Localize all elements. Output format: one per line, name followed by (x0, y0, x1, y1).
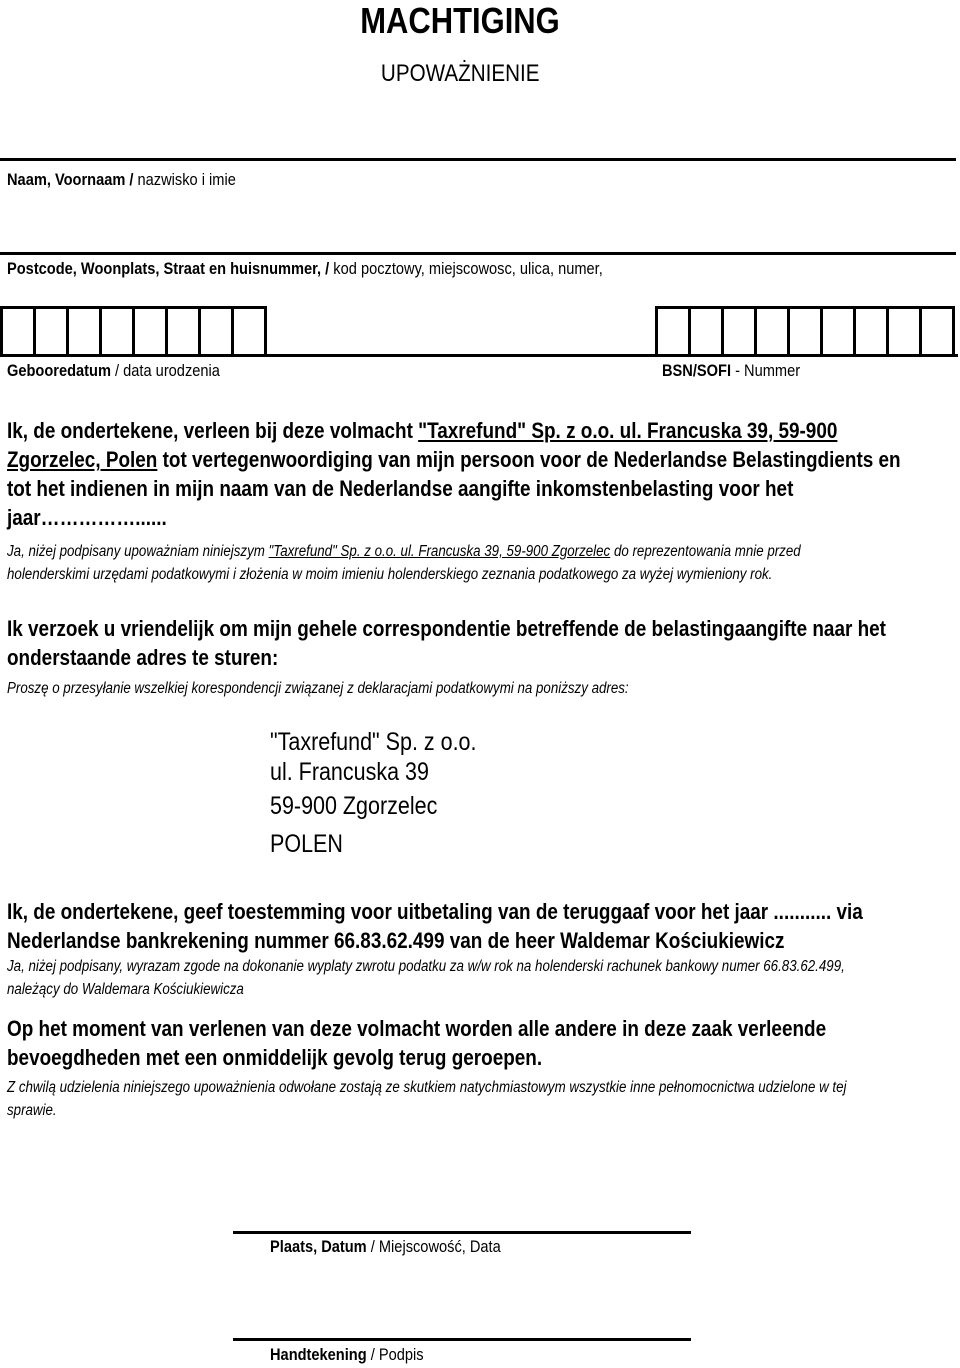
birthdate-digit-box[interactable] (3, 306, 36, 355)
address-field-label: Postcode, Woonplats, Straat en huisnummer, / kod pocztowy, miejscowosc, ulica, numer, (7, 259, 603, 278)
name-input-line[interactable] (0, 252, 956, 255)
bsn-digit-box[interactable] (889, 306, 922, 355)
payment-consent-nl: Ik, de ondertekene, geef toestemming voor uitbetaling van de teruggaaf voor het jaar ........... via Nederlandse bankrekening nummer 66.83.62.499 van de heer Waldemar Kościukiewicz (7, 899, 863, 953)
birthdate-digit-box[interactable] (201, 306, 234, 355)
recipient-city: 59-900 Zgorzelec (270, 792, 438, 820)
bsn-label: BSN/SOFI - Nummer (662, 361, 801, 380)
birthdate-digit-box[interactable] (36, 306, 69, 355)
name-field-label: Naam, Voornaam / nazwisko i imie (7, 170, 236, 189)
birthdate-digit-box[interactable] (135, 306, 168, 355)
bsn-digit-box[interactable] (922, 306, 955, 355)
correspondence-request-pl: Proszę o przesyłanie wszelkiej korespondencji związanej z deklaracjami podatkowymi na poniższy adres: (7, 680, 629, 697)
document-title: MACHTIGING (360, 0, 560, 41)
correspondence-request-nl: Ik verzoek u vriendelijk om mijn gehele correspondentie betreffende de belastingaangifte naar het onderstaande adres te sturen: (7, 616, 886, 670)
recipient-country: POLEN (270, 830, 343, 858)
signature-line[interactable] (233, 1338, 691, 1341)
bsn-digit-box[interactable] (724, 306, 757, 355)
revocation-statement-nl: Op het moment van verlenen van deze volmacht worden alle andere in deze zaak verleende bevoegdheden met een onmiddelijk gevolg terug geroepen. (7, 1016, 827, 1070)
separator-line (0, 158, 956, 161)
bsn-boxes[interactable] (655, 306, 955, 355)
birthdate-digit-box[interactable] (69, 306, 102, 355)
place-date-label: Plaats, Datum / Miejscowość, Data (270, 1237, 501, 1256)
place-date-line[interactable] (233, 1231, 691, 1234)
boxes-base-line (0, 354, 958, 357)
revocation-statement-pl: Z chwilą udzielenia niniejszego upoważnienia odwołane zostają ze skutkiem natychmiastowym wszystkie inne pełnomocnictwa udzielone w tej sprawie. (7, 1079, 847, 1119)
bsn-digit-box[interactable] (823, 306, 856, 355)
bsn-digit-box[interactable] (757, 306, 790, 355)
authorization-statement-pl: Ja, niżej podpisany upoważniam niniejszym "Taxrefund" Sp. z o.o. ul. Francuska 39, 59-900 Zgorzelec do reprezentowania mnie przed holenderskimi urzędami podatkowymi i złożenia w moim imieniu holenderskiego zeznania podatkowego za wyżej wymieniony rok. (7, 543, 801, 583)
document-subtitle: UPOWAŻNIENIE (380, 60, 540, 87)
birthdate-boxes[interactable] (0, 306, 267, 355)
recipient-company: "Taxrefund" Sp. z o.o. (270, 728, 477, 756)
bsn-digit-box[interactable] (790, 306, 823, 355)
birthdate-digit-box[interactable] (234, 306, 267, 355)
birthdate-label: Gebooredatum / data urodzenia (7, 361, 220, 380)
bsn-digit-box[interactable] (856, 306, 889, 355)
payment-consent-pl: Ja, niżej podpisany, wyrazam zgode na dokonanie wyplaty zwrotu podatku za w/w rok na holenderski rachunek bankowy numer 66.83.62.499, należący do Waldemara Kościukiewicza (7, 958, 845, 998)
bsn-digit-box[interactable] (691, 306, 724, 355)
birthdate-digit-box[interactable] (168, 306, 201, 355)
bsn-digit-box[interactable] (658, 306, 691, 355)
recipient-street: ul. Francuska 39 (270, 758, 429, 786)
authorization-statement-nl: Ik, de ondertekene, verleen bij deze volmacht "Taxrefund" Sp. z o.o. ul. Francuska 39, 59-900 Zgorzelec, Polen tot vertegenwoordiging van mijn persoon voor de Nederlandse Belastingdients en tot het indienen in mijn naam van de Nederlandse aangifte inkomstenbelasting voor het jaar……………...... (7, 418, 901, 530)
birthdate-digit-box[interactable] (102, 306, 135, 355)
signature-label: Handtekening / Podpis (270, 1345, 424, 1364)
